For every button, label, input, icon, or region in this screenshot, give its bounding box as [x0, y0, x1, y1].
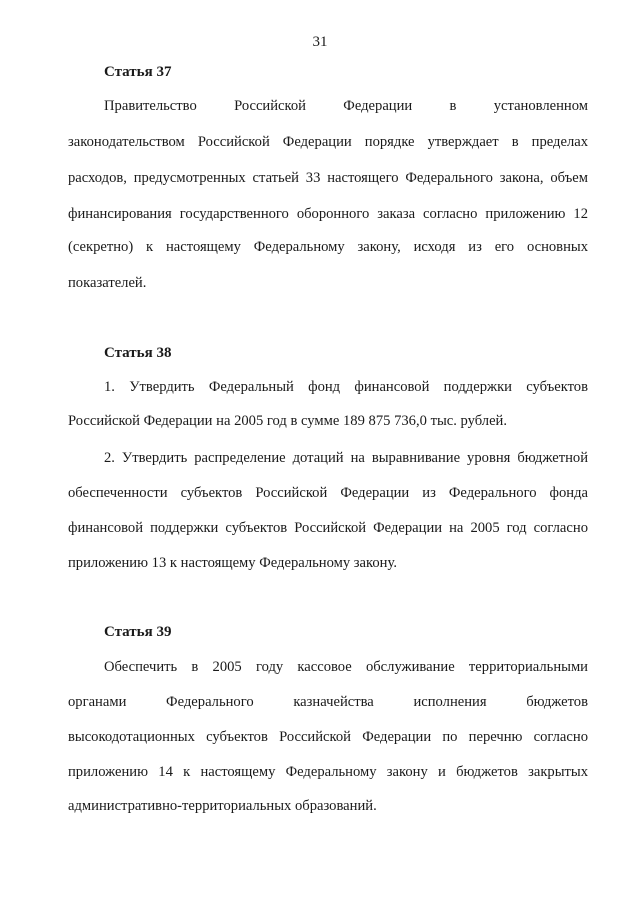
- article-37-line: (секретно) к настоящему Федеральному закону, исходя из его основных: [68, 239, 588, 255]
- article-37-heading: Статья 37: [104, 64, 172, 80]
- article-37-line: Правительство Российской Федерации в установленном: [104, 98, 588, 114]
- article-39-line: высокодотационных субъектов Российской Федерации по перечню согласно: [68, 729, 588, 745]
- article-38-heading: Статья 38: [104, 345, 172, 361]
- article-37-line: финансирования государственного оборонного заказа согласно приложению 12: [68, 206, 588, 222]
- article-39-heading: Статья 39: [104, 624, 172, 640]
- article-37-line: показателей.: [68, 275, 147, 291]
- article-39-line: Обеспечить в 2005 году кассовое обслуживание территориальными: [104, 659, 588, 675]
- article-38-p2-line: приложению 13 к настоящему Федеральному закону.: [68, 555, 397, 571]
- article-38-p2-line: финансовой поддержки субъектов Российской Федерации на 2005 год согласно: [68, 520, 588, 536]
- article-39-line: приложению 14 к настоящему Федеральному закону и бюджетов закрытых: [68, 764, 588, 780]
- article-37-line: расходов, предусмотренных статьей 33 настоящего Федерального закона, объем: [68, 170, 588, 186]
- article-38-p1-line: Российской Федерации на 2005 год в сумме 189 875 736,0 тыс. рублей.: [68, 413, 508, 429]
- article-39-line: административно-территориальных образований.: [68, 798, 377, 814]
- article-39-line: органами Федерального казначейства исполнения бюджетов: [68, 694, 588, 710]
- article-37-line: законодательством Российской Федерации порядке утверждает в пределах: [68, 134, 588, 150]
- article-38-p2-line: обеспеченности субъектов Российской Федерации из Федерального фонда: [68, 485, 588, 501]
- article-38-p2-line: 2. Утвердить распределение дотаций на выравнивание уровня бюджетной: [104, 450, 588, 466]
- page-number: 31: [312, 34, 328, 50]
- article-38-p1-line: 1. Утвердить Федеральный фонд финансовой поддержки субъектов: [104, 379, 588, 395]
